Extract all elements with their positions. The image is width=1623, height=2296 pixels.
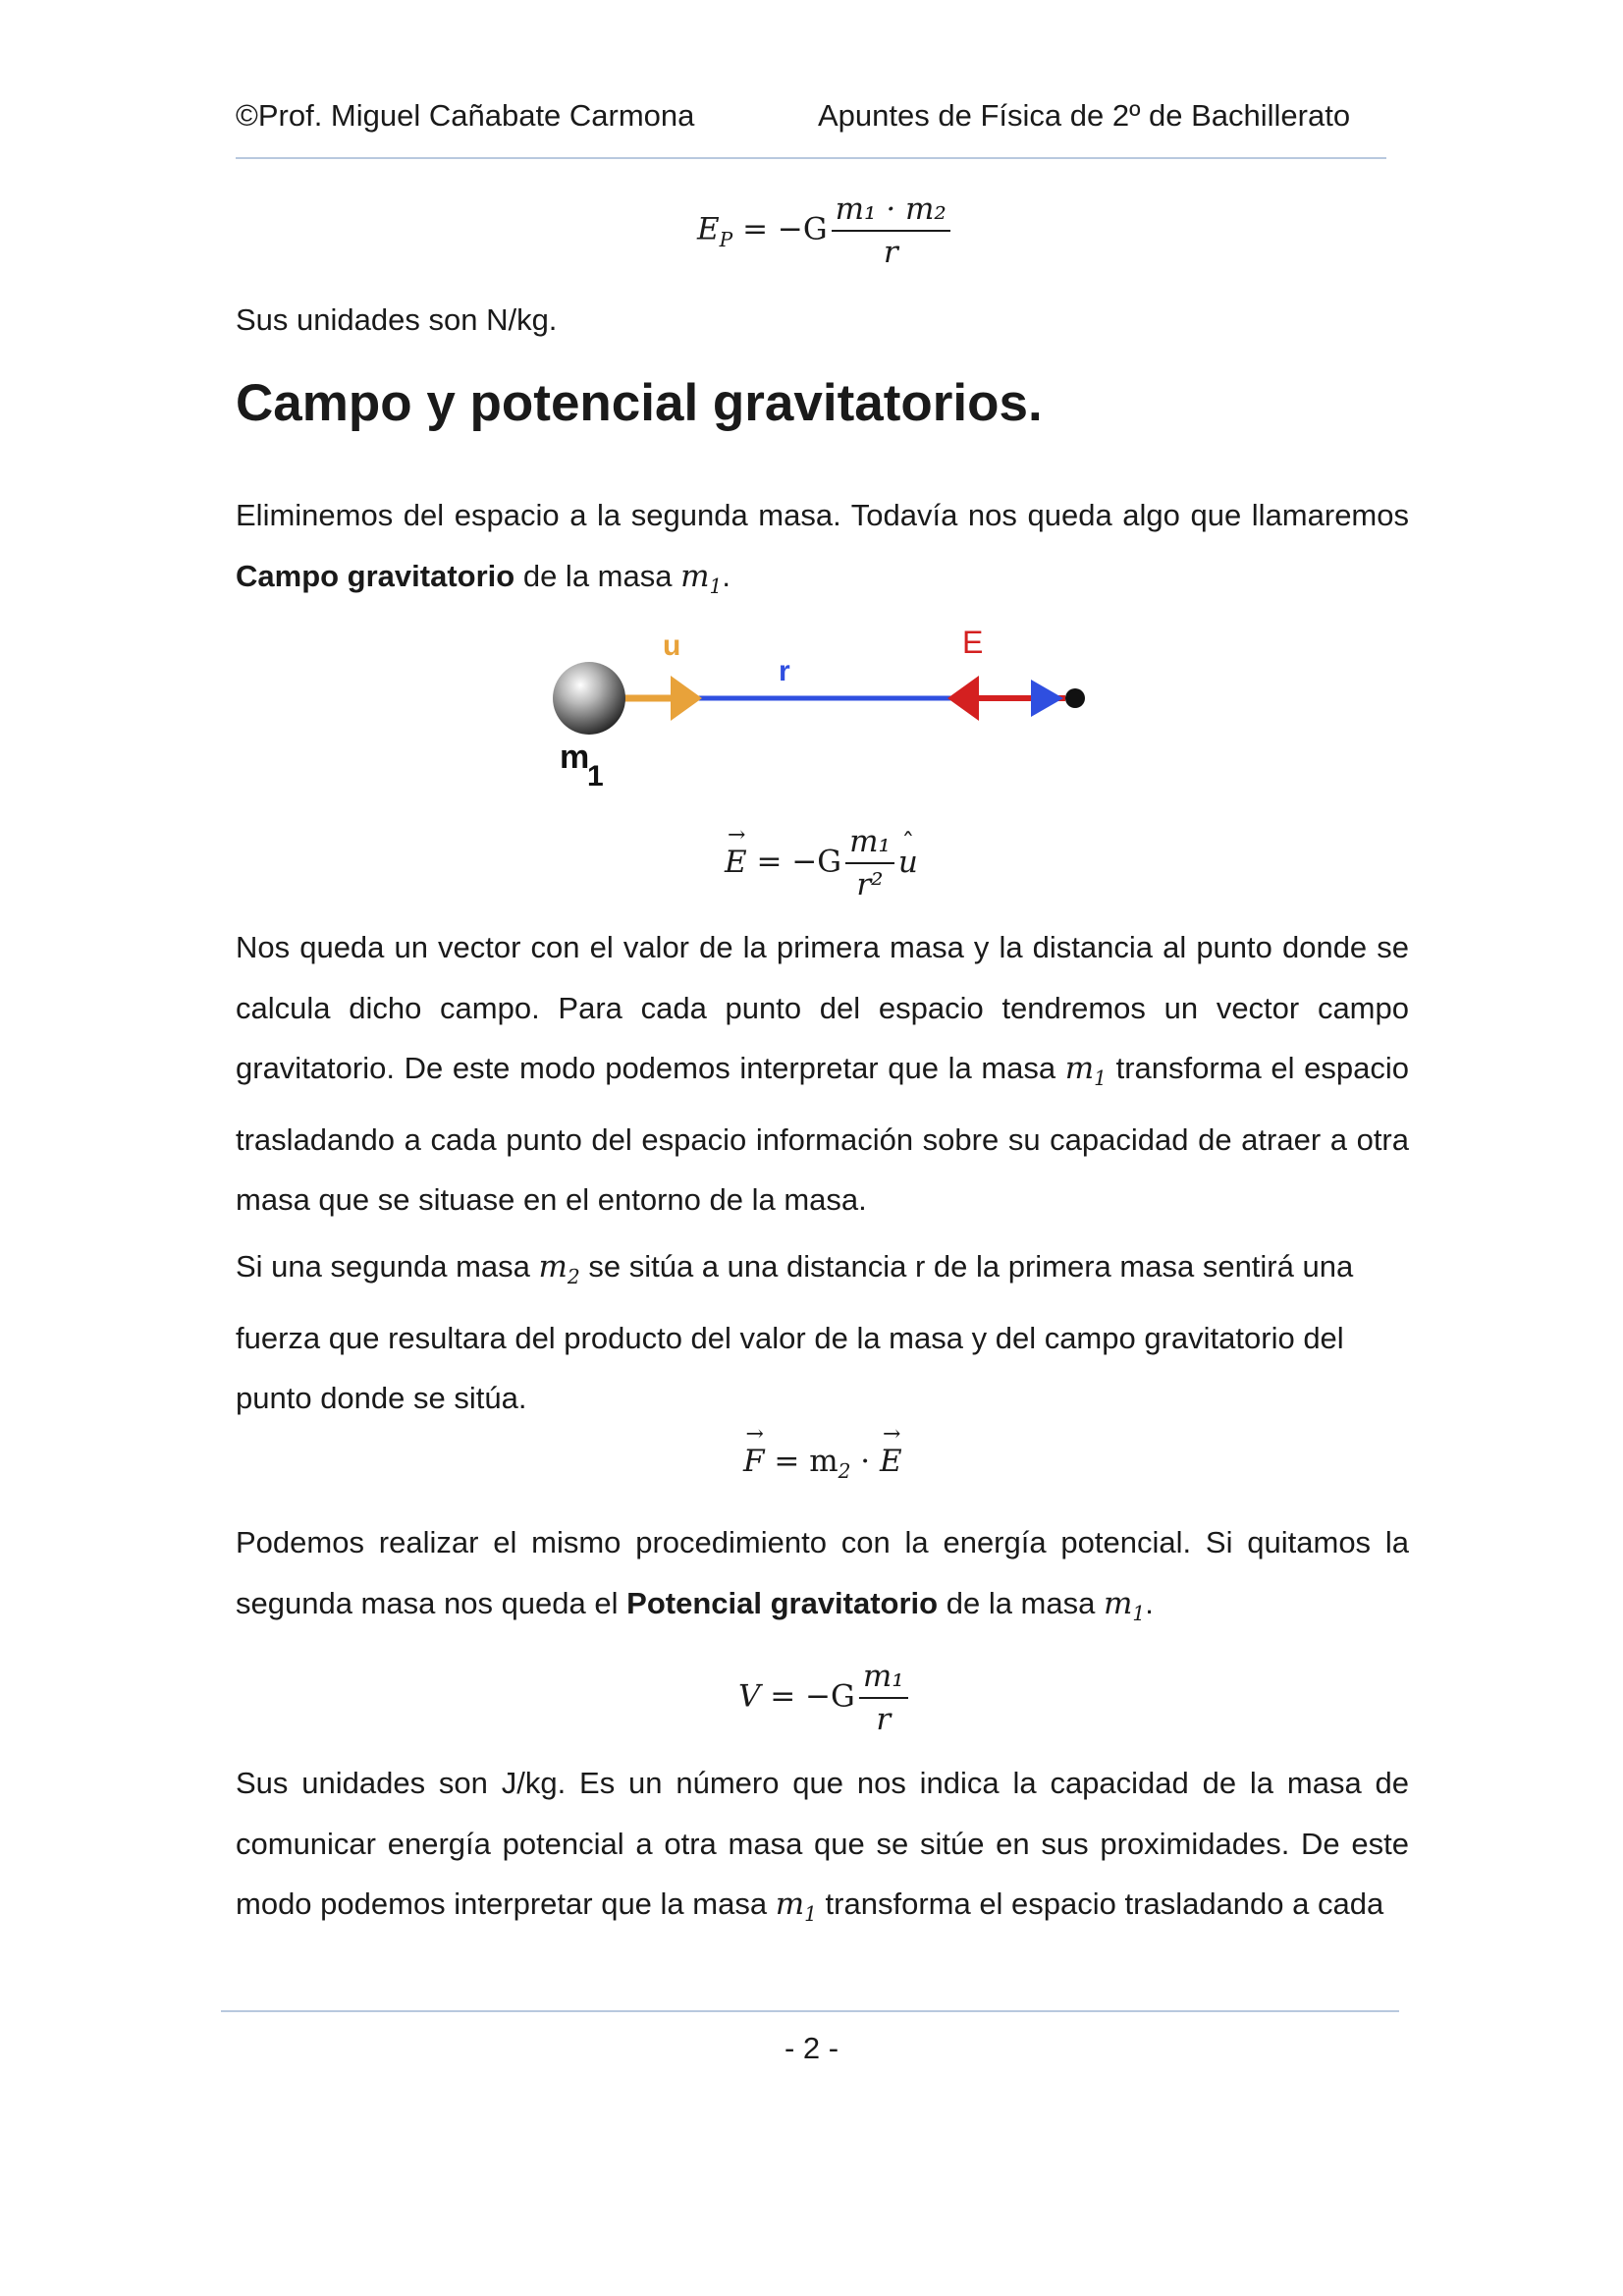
p3-text-a: Si una segunda masa <box>236 1249 539 1284</box>
paragraph-potential-description <box>236 1753 1409 1945</box>
force-lhs: → F <box>743 1444 765 1479</box>
p4-bold-term: Potencial gravitatorio <box>626 1585 939 1620</box>
units-paragraph: Sus unidades son N/kg. <box>236 302 558 337</box>
p5-mass-sub: 1 <box>804 1902 817 1927</box>
p4-end: . <box>1145 1585 1154 1620</box>
header-author: ©Prof. Miguel Cañabate Carmona <box>236 98 695 133</box>
field-equals: = −G <box>756 844 842 880</box>
u-arrowhead <box>671 676 702 721</box>
ep-lhs: E <box>697 211 720 247</box>
p4-text-a: Podemos realizar el mismo procedimiento con la energía potencial. Si quitamos la segunda masa nos queda el <box>236 1525 1409 1620</box>
p1-text-b: de la masa <box>514 558 681 593</box>
label-r: r <box>779 655 790 687</box>
p3-text-b: se sitúa a una distancia r de la primera masa sentirá una fuerza que resultara del producto del valor de la masa y del campo gravitatorio del punto donde se sitúa. <box>236 1249 1354 1416</box>
p4-mass-sub: 1 <box>1132 1601 1146 1625</box>
paragraph-field-intro <box>236 485 1409 617</box>
mass-sphere <box>553 662 625 735</box>
footer-rule <box>221 2010 1399 2012</box>
potential-lhs: V <box>738 1678 761 1715</box>
paragraph-field-description <box>236 917 1409 1230</box>
field-diagram <box>545 619 1105 805</box>
field-numerator: m₁ <box>845 825 894 864</box>
section-heading: Campo y potencial gravitatorios. <box>236 374 1043 432</box>
equation-potential <box>738 1660 912 1736</box>
p1-text-a: Eliminemos del espacio a la segunda masa. Todavía nos queda algo que llamaremos <box>236 498 1409 532</box>
potential-denominator: r <box>876 1702 892 1738</box>
p3-mass-symbol: m <box>538 1249 568 1285</box>
p2-text-a: Nos queda un vector con el valor de la primera masa y la distancia al punto donde se calcula dicho campo. Para cada punto del espacio tendremos un vector campo gravitatorio. De este modo podemos interpretar que la masa <box>236 930 1409 1085</box>
p5-text-a: Sus unidades son J/kg. Es un número que nos indica la capacidad de la masa de comunicar energía potencial a otra masa que se sitúe en sus proximidades. De este modo podemos interpretar que la masa <box>236 1766 1409 1921</box>
field-lhs: → E <box>725 845 747 880</box>
p2-text-b: transforma el espacio trasladando a cada punto del espacio información sobre su capacidad de atraer a otra masa que se situase en el entorno de la masa. <box>236 1051 1409 1218</box>
p5-mass-symbol: m <box>775 1886 805 1922</box>
ep-lhs-sub: P <box>719 227 733 251</box>
p2-mass-symbol: m <box>1064 1051 1095 1086</box>
header-course: Apuntes de Física de 2º de Bachillerato <box>818 98 1351 133</box>
force-equals: = m <box>774 1444 839 1479</box>
equation-force <box>743 1444 902 1483</box>
equation-potential-energy <box>697 192 954 269</box>
header-rule <box>236 157 1386 159</box>
potential-numerator: m₁ <box>859 1660 908 1699</box>
p1-end: . <box>722 558 730 593</box>
p5-text-b: transforma el espacio trasladando a cada <box>816 1886 1384 1921</box>
equation-field <box>725 825 918 902</box>
field-denominator: r² <box>856 867 884 903</box>
p1-bold-term: Campo gravitatorio <box>236 558 515 593</box>
label-e: E <box>962 625 984 660</box>
ep-denominator: r <box>883 235 898 271</box>
label-u: u <box>663 629 681 662</box>
paragraph-potential-intro <box>236 1512 1409 1644</box>
field-unit-vector: ˆ u <box>898 845 918 880</box>
force-dot: · <box>860 1444 871 1479</box>
label-m1: m <box>560 738 590 776</box>
p4-mass-symbol: m <box>1103 1585 1133 1621</box>
page-number: - 2 - <box>784 2031 839 2065</box>
p4-text-b: de la masa <box>938 1585 1104 1620</box>
p1-mass-symbol: m <box>680 558 710 594</box>
p3-mass-sub: 2 <box>567 1265 580 1289</box>
paragraph-force <box>236 1236 1409 1429</box>
e-arrowhead <box>947 676 979 721</box>
field-point <box>1065 688 1085 708</box>
p1-mass-sub: 1 <box>709 574 723 598</box>
r-arrowhead <box>1031 680 1063 717</box>
potential-equals: = −G <box>770 1678 855 1715</box>
ep-equals: = −G <box>742 211 828 247</box>
force-rhs: → E <box>880 1444 902 1479</box>
force-mass-sub: 2 <box>838 1459 851 1484</box>
p2-mass-sub: 1 <box>1094 1066 1107 1091</box>
label-m1-sub: 1 <box>587 760 604 793</box>
ep-numerator: m₁ · m₂ <box>832 192 950 232</box>
